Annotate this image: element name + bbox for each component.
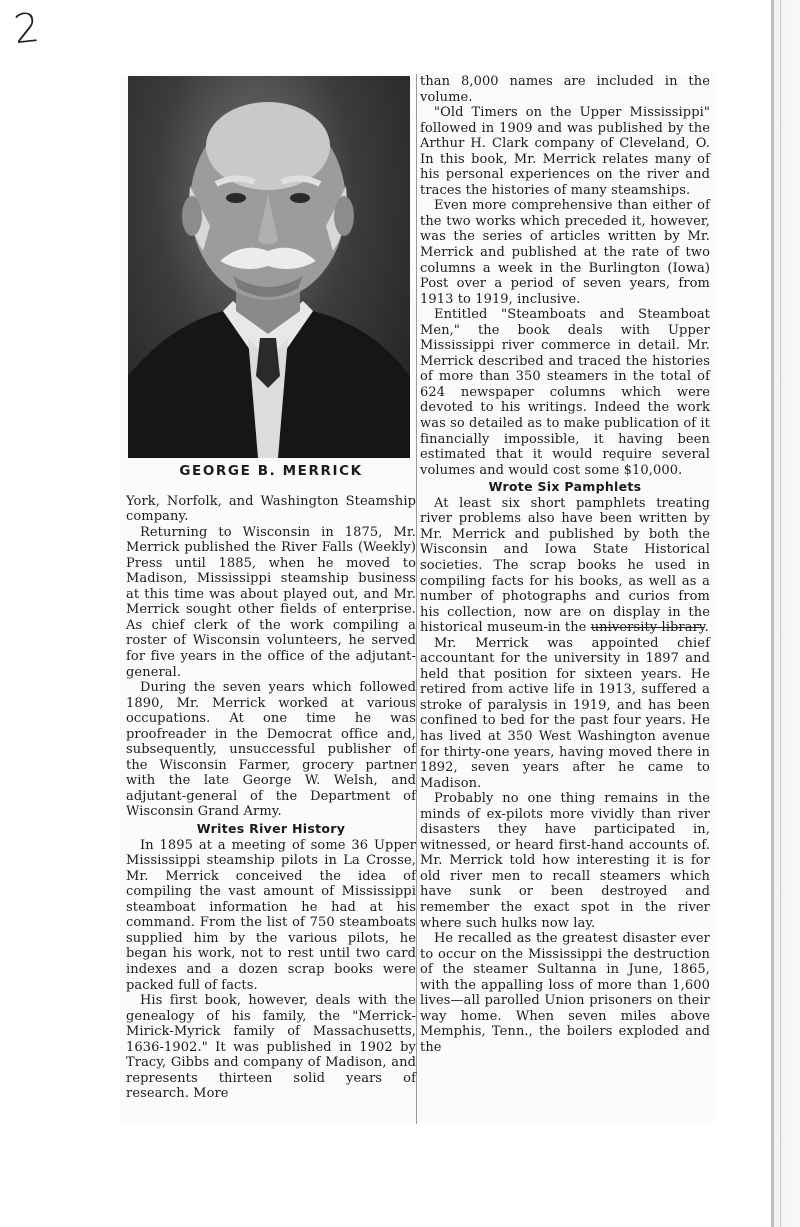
- article-paragraph: York, Norfolk, and Washington Steamship company.: [126, 493, 416, 525]
- photo-caption: GEORGE B. MERRICK: [179, 463, 363, 479]
- article-paragraph: Probably no one thing remains in the minds of ex-pilots more vividly than river disasters they have participated in, witnessed, or heard first-hand accounts of. Mr. Merrick told how interesting it is for old river men to recall steamers which have sunk or been destroyed and remember the exact spot in the river where such hulks now lay.: [420, 791, 710, 931]
- article-paragraph: Returning to Wisconsin in 1875, Mr. Merrick published the River Falls (Weekly) Press until 1885, when he moved to Madison, Mississippi steamship business at this time was about played out, and Mr. Merrick sought other fields of enterprise. As chief clerk of the work compiling a roster of Wisconsin volunteers, he served for five years in the office of the adjutant-general.: [126, 524, 416, 680]
- paragraph-text: At least six short pamphlets treating river problems also have been written by Mr. Merrick and published by both the Wisconsin and Iowa State Historical societies. The scrap books he used in compiling facts for his books, as well as a number of photographs and curios from his collection, now are on display in the historical museum-in the: [420, 495, 710, 636]
- paragraph-end: .: [704, 620, 709, 636]
- article-paragraph: Mr. Merrick was appointed chief accountant for the university in 1897 and held that position for sixteen years. He retired from active life in 1913, suffered a stroke of paralysis in 1919, and has been confined to bed for the past four years. He has lived at 350 West Washington avenue for thirty-one years, having moved there in 1892, seven years after he came to Madison.: [420, 635, 710, 791]
- struck-through-text: university library: [590, 620, 705, 636]
- article-paragraph: Entitled "Steamboats and Steamboat Men," the book deals with Upper Mississippi river commerce in detail. Mr. Merrick described and traced the histories of more than 350 steamers in the total of 624 newspaper columns which were devoted to his writings. Indeed the work was so detailed as to make publication of it financially impossible, it having been estimated that it would require several volumes and would cost some $10,000.: [420, 307, 710, 478]
- right-column: [420, 74, 710, 1055]
- page-number: 2: [11, 4, 42, 54]
- column-divider: [416, 74, 417, 1124]
- portrait-photo: [128, 76, 410, 458]
- portrait-illustration: [128, 76, 410, 458]
- article-paragraph: He recalled as the greatest disaster ever to occur on the Mississippi the destruction of the steamer Sultanna in June, 1865, with the appalling loss of more than 1,600 lives—all parolled Union prisoners on their way home. When seven miles above Memphis, Tenn., the boilers exploded and the: [420, 931, 710, 1055]
- subheading: Writes River History: [196, 821, 346, 837]
- subheading: Wrote Six Pamphlets: [488, 479, 642, 495]
- article-paragraph: His first book, however, deals with the genealogy of his family, the "Merrick-Mirick-Myrick family of Massachusetts, 1636-1902." It was published in 1902 by Tracy, Gibbs and company of Madison, and represents thirteen solid years of research. More: [126, 993, 416, 1102]
- article-paragraph: than 8,000 names are included in the volume.: [420, 74, 710, 105]
- article-paragraph: Even more comprehensive than either of the two works which preceded it, however, was the series of articles written by Mr. Merrick and published at the rate of two columns a week in the Burlington (Iowa) Post over a period of seven years, from 1913 to 1919, inclusive.: [420, 198, 710, 307]
- article-paragraph: During the seven years which followed 1890, Mr. Merrick worked at various occupations. At one time he was proofreader in the Democrat office and, subsequently, unsuccessful publisher of the Wisconsin Farmer, grocery partner with the late George W. Welsh, and adjutant-general of the Department of Wisconsin Grand Army.: [126, 680, 416, 820]
- article-paragraph: "Old Timers on the Upper Mississippi" followed in 1909 and was published by the Arthur H. Clark company of Cleveland, O. In this book, Mr. Merrick relates many of his personal experiences on the river and traces the histories of many steamships.: [420, 105, 710, 198]
- scan-binding-edge: [771, 0, 800, 1227]
- article-paragraph: [420, 496, 710, 636]
- left-column: [126, 74, 416, 1102]
- article-paragraph: In 1895 at a meeting of some 36 Upper Mississippi steamship pilots in La Crosse, Mr. Merrick conceived the idea of compiling the vast amount of Mississippi steamboat information he had at his command. From the list of 750 steamboats supplied him by the various pilots, he began his work, not to rest until two card indexes and a dozen scrap books were packed full of facts.: [126, 837, 416, 993]
- newspaper-clipping: [120, 74, 715, 1124]
